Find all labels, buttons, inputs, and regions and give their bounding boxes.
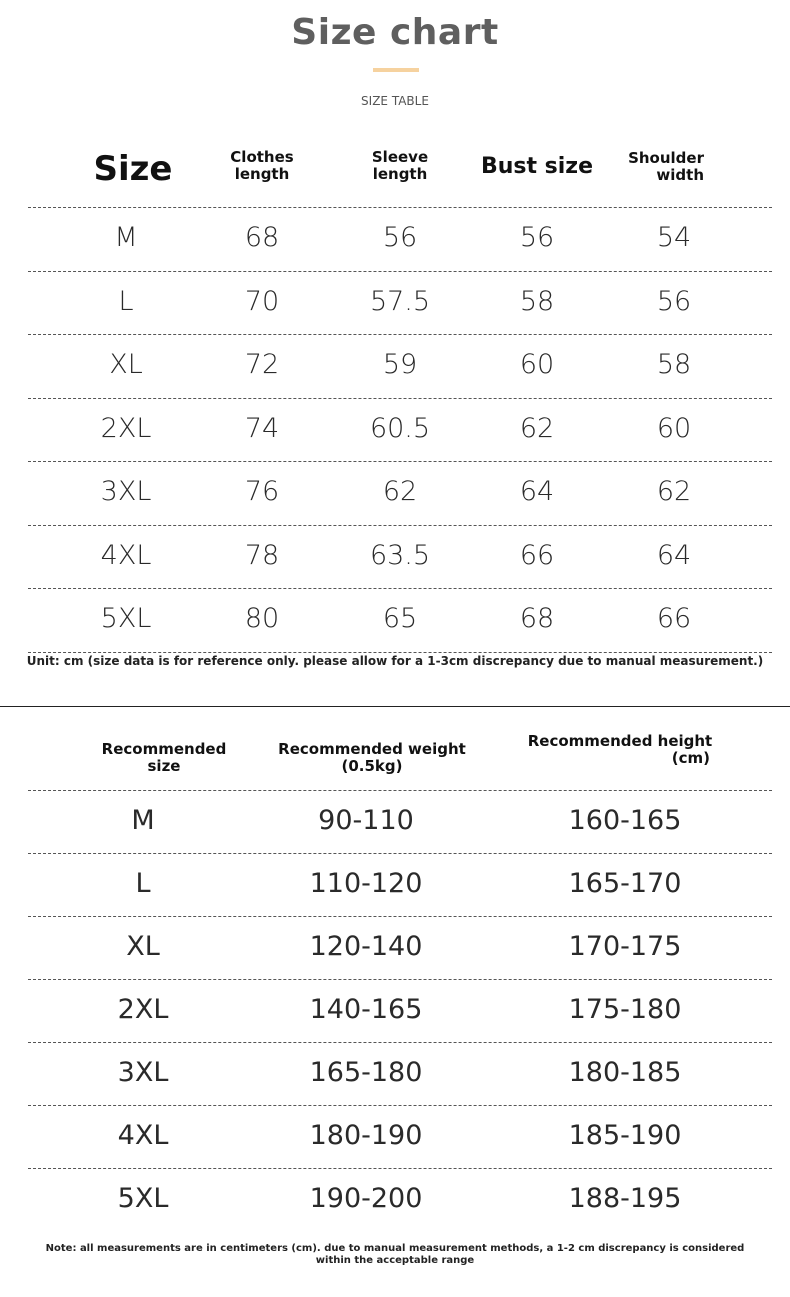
header-recommended-size: Recommended size — [101, 740, 227, 775]
size-label-cell: 2XL — [100, 412, 152, 444]
measurement-cell: 56 — [382, 222, 418, 253]
row-divider — [28, 853, 772, 854]
measurement-cell: 74 — [244, 412, 280, 444]
size-label-cell: 5XL — [100, 603, 152, 634]
measurement-cell: 62 — [656, 476, 692, 507]
measurement-cell: 76 — [244, 476, 280, 507]
measurement-cell: 59 — [382, 349, 418, 380]
measurement-cell: 56 — [656, 285, 692, 317]
measurement-cell: 60 — [656, 412, 692, 444]
measurement-cell: 54 — [656, 222, 692, 253]
row-divider — [28, 334, 772, 335]
header-shoulder-width-line2: width — [656, 166, 704, 184]
measurement-cell: 68 — [244, 222, 280, 253]
recommended-height-cell: 170-175 — [568, 931, 682, 962]
title-accent-bar — [373, 68, 419, 72]
size-label-cell: 4XL — [100, 539, 152, 571]
recommended-size-cell: 4XL — [117, 1120, 169, 1151]
row-divider — [28, 207, 772, 208]
row-divider — [28, 271, 772, 272]
row-divider — [28, 1042, 772, 1043]
recommended-weight-cell: 190-200 — [309, 1183, 423, 1214]
measurement-cell: 64 — [656, 539, 692, 571]
row-divider — [28, 461, 772, 462]
recommended-weight-cell: 180-190 — [309, 1120, 423, 1151]
header-sleeve-length-line1: Sleeve — [371, 148, 429, 166]
recommended-size-cell: 2XL — [117, 994, 169, 1025]
header-bust-size: Bust size — [480, 154, 594, 179]
recommended-height-cell: 185-190 — [568, 1120, 682, 1151]
recommended-height-cell: 188-195 — [568, 1183, 682, 1214]
header-sleeve-length-line2: length — [372, 165, 428, 183]
recommended-weight-cell: 110-120 — [309, 868, 423, 899]
recommend-table-note: Note: all measurements are in centimeters (cm). due to manual measurement methods, a 1-2 cm discrepancy is considered within the acceptable range — [45, 1243, 745, 1266]
measurement-cell: 66 — [519, 539, 555, 571]
recommended-height-cell: 180-185 — [568, 1057, 682, 1088]
measurement-cell: 57.5 — [369, 285, 431, 317]
measurement-cell: 80 — [244, 603, 280, 634]
page-subtitle: SIZE TABLE — [361, 94, 429, 108]
header-recommended-height-line1: Recommended height — [527, 732, 713, 750]
measurement-cell: 68 — [519, 603, 555, 634]
row-divider — [28, 1105, 772, 1106]
header-clothes-length-line1: Clothes — [230, 148, 294, 166]
row-divider — [28, 652, 772, 653]
size-label-cell: XL — [109, 349, 143, 380]
measurement-cell: 70 — [244, 285, 280, 317]
measurement-cell: 58 — [519, 285, 555, 317]
measurement-cell: 60.5 — [369, 412, 431, 444]
size-label-cell: 3XL — [100, 476, 152, 507]
header-sleeve-length — [350, 149, 450, 183]
measurement-cell: 78 — [244, 539, 280, 571]
measurement-cell: 58 — [656, 349, 692, 380]
recommended-size-cell: XL — [126, 931, 160, 962]
header-size: Size — [93, 149, 173, 189]
measurement-cell: 64 — [519, 476, 555, 507]
row-divider — [28, 790, 772, 791]
measurement-cell: 62 — [382, 476, 418, 507]
section-divider — [0, 706, 790, 707]
measurement-cell: 62 — [519, 412, 555, 444]
row-divider — [28, 588, 772, 589]
size-label-cell: L — [118, 285, 134, 317]
recommended-height-cell: 165-170 — [568, 868, 682, 899]
row-divider — [28, 916, 772, 917]
recommended-size-cell: M — [131, 805, 155, 836]
header-clothes-length-line2: length — [234, 165, 290, 183]
recommended-size-cell: 5XL — [117, 1183, 169, 1214]
measurement-cell: 65 — [382, 603, 418, 634]
recommended-weight-cell: 120-140 — [309, 931, 423, 962]
size-table-note: Unit: cm (size data is for reference only. please allow for a 1-3cm discrepancy due to manual measurement.) — [26, 654, 764, 668]
recommended-size-cell: L — [135, 868, 151, 899]
recommended-height-cell: 175-180 — [568, 994, 682, 1025]
recommended-weight-cell: 165-180 — [309, 1057, 423, 1088]
row-divider — [28, 398, 772, 399]
header-recommended-height — [520, 733, 720, 767]
measurement-cell: 72 — [244, 349, 280, 380]
measurement-cell: 60 — [519, 349, 555, 380]
header-recommended-height-line2: (cm) — [671, 749, 710, 767]
recommended-weight-cell: 90-110 — [318, 805, 414, 836]
header-recommended-weight: Recommended weight (0.5kg) — [278, 740, 466, 775]
row-divider — [28, 979, 772, 980]
page-title: Size chart — [291, 12, 499, 53]
measurement-cell: 63.5 — [369, 539, 431, 571]
row-divider — [28, 1168, 772, 1169]
header-shoulder-width-line1: Shoulder — [628, 149, 704, 167]
header-clothes-length — [212, 149, 312, 183]
header-shoulder-width — [614, 150, 724, 184]
row-divider — [28, 525, 772, 526]
measurement-cell: 56 — [519, 222, 555, 253]
recommended-size-cell: 3XL — [117, 1057, 169, 1088]
size-label-cell: M — [114, 222, 138, 253]
recommended-height-cell: 160-165 — [568, 805, 682, 836]
measurement-cell: 66 — [656, 603, 692, 634]
recommended-weight-cell: 140-165 — [309, 994, 423, 1025]
